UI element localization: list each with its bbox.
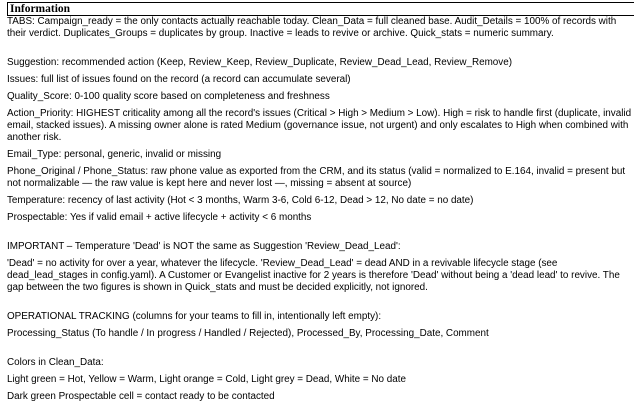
definition-action-priority: Action_Priority: HIGHEST criticality among all the record's issues (Critical > High > Medium > Low). High = risk to handle first (duplicate, invalid email, stacked issues). A missing owner alone is rated Medium (governance issue, not urgent) and only escalates to High when combined with another risk. — [7, 108, 632, 143]
definition-prospectable: Prospectable: Yes if valid email + active lifecycle + activity < 6 months — [7, 212, 312, 223]
definition-quality-score: Quality_Score: 0-100 quality score based on completeness and freshness — [7, 91, 330, 102]
colors-legend: Light green = Hot, Yellow = Warm, Light orange = Cold, Light grey = Dead, White = No date — [7, 374, 406, 385]
important-heading: IMPORTANT – Temperature 'Dead' is NOT the same as Suggestion 'Review_Dead_Lead': — [7, 241, 401, 252]
colors-heading: Colors in Clean_Data: — [7, 357, 104, 368]
definition-temperature: Temperature: recency of last activity (Hot < 3 months, Warm 3-6, Cold 6-12, Dead > 12, No date = no date) — [7, 195, 474, 206]
colors-prospectable: Dark green Prospectable cell = contact ready to be contacted — [7, 391, 275, 402]
sheet-title[interactable]: Information — [7, 2, 634, 16]
operational-columns: Processing_Status (To handle / In progress / Handled / Rejected), Processed_By, Processing_Date, Comment — [7, 328, 489, 339]
important-body: 'Dead' = no activity for over a year, whatever the lifecycle. 'Review_Dead_Lead' = dead AND in a revivable lifecycle stage (see dead_lead_stages in config.yaml). A Customer or Evangelist inactive for 2 years is therefore 'Dead' without being a 'dead lead' to revive. The gap between the two figures is shown in Quick_stats and must be decided explicitly, not ignored. — [7, 258, 620, 293]
definition-suggestion: Suggestion: recommended action (Keep, Review_Keep, Review_Duplicate, Review_Dead_Lead, Review_Remove) — [7, 57, 512, 68]
operational-heading: OPERATIONAL TRACKING (columns for your teams to fill in, intentionally left empty): — [7, 311, 382, 322]
tabs-description: TABS: Campaign_ready = the only contacts actually reachable today. Clean_Data = full cleaned base. Audit_Details = 100% of records with their verdict. Duplicates_Groups = duplicates by group. Inactive = leads to revive or archive. Quick_stats = numeric summary. — [7, 16, 617, 39]
definition-phone: Phone_Original / Phone_Status: raw phone value as exported from the CRM, and its status (valid = normalized to E.164, invalid = present but not normalizable — the raw value is kept here and never lost —, missing = absent at source) — [7, 166, 626, 189]
definition-email-type: Email_Type: personal, generic, invalid or missing — [7, 149, 222, 160]
definition-issues: Issues: full list of issues found on the record (a record can accumulate several) — [7, 74, 351, 85]
